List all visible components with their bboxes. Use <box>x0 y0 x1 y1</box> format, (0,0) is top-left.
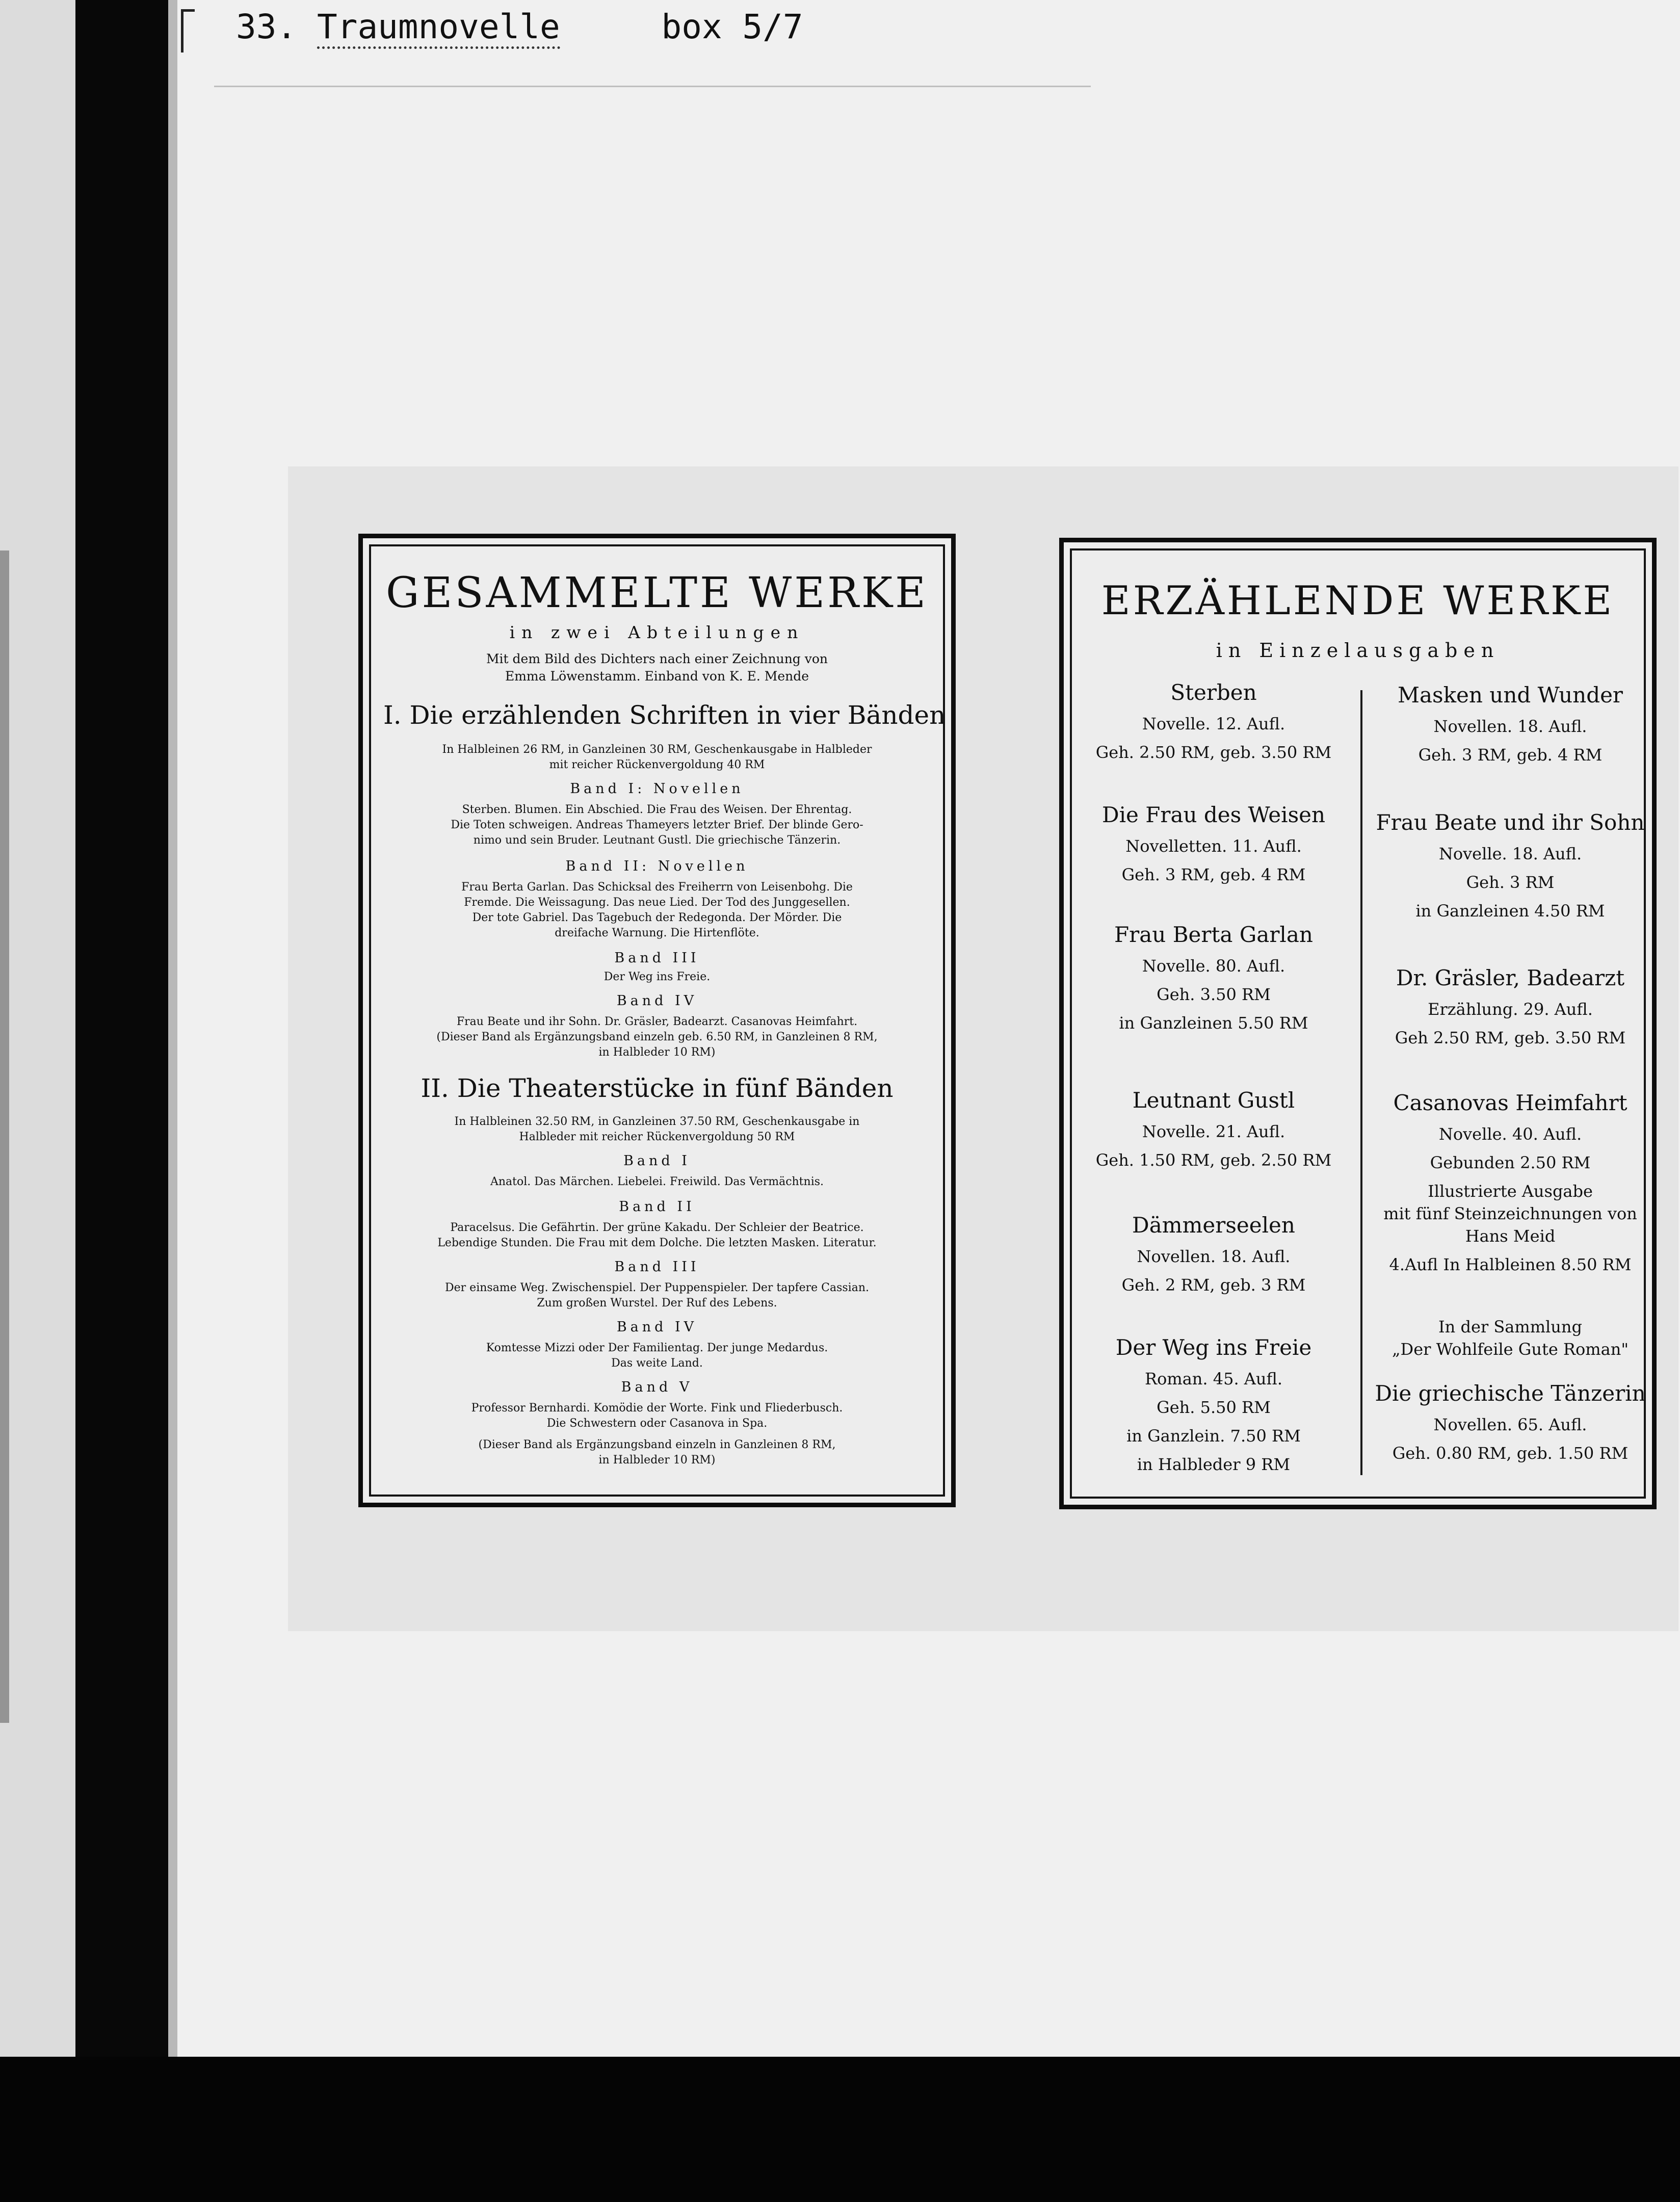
book-note: mit fünf Steinzeichnungen von <box>1383 1204 1637 1223</box>
book-entry <box>1368 683 1653 765</box>
band-line: Fremde. Die Weissagung. Das neue Lied. Der Tod des Junggesellen. <box>464 896 850 909</box>
book-price: Geh. 3 RM, geb. 4 RM <box>1418 745 1603 765</box>
band-line: Sterben. Blumen. Ein Abschied. Die Frau des Weisen. Der Ehrentag. <box>462 803 852 816</box>
book-detail: Novelle. 12. Aufl. <box>1142 714 1285 733</box>
band-line: Komtesse Mizzi oder Der Familientag. Der junge Medardus. <box>486 1342 828 1354</box>
book-price: Geh. 2 RM, geb. 3 RM <box>1121 1275 1306 1295</box>
book-detail: Novelle. 40. Aufl. <box>1438 1124 1582 1144</box>
band-line: (Dieser Band als Ergänzungsband einzeln in Ganzleinen 8 RM, <box>478 1438 836 1451</box>
collection-line: In der Sammlung <box>1438 1317 1582 1336</box>
price-line: Halbleder mit reicher Rückenvergoldung 50 RM <box>519 1131 795 1143</box>
band-label: Band II <box>619 1199 695 1215</box>
column-divider <box>1360 690 1362 1475</box>
book-title: Sterben <box>1170 680 1257 705</box>
band-line: in Halbleder 10 RM) <box>598 1454 716 1466</box>
price-line: In Halbleinen 26 RM, in Ganzleinen 30 RM, Geschenkausgabe in Halbleder <box>442 743 872 756</box>
book-entry <box>1071 680 1356 762</box>
book-price: in Ganzleinen 5.50 RM <box>1119 1013 1308 1033</box>
label-text <box>236 7 803 46</box>
book-title: Dämmerseelen <box>1132 1213 1295 1238</box>
section-heading: I. Die erzählenden Schriften in vier Bänden <box>383 700 946 730</box>
band-label: Band IV <box>616 1319 698 1335</box>
book-detail: Novellen. 65. Aufl. <box>1433 1415 1587 1434</box>
book-entry <box>1368 1090 1653 1274</box>
intro-line: Mit dem Bild des Dichters nach einer Zeichnung von <box>486 651 828 666</box>
band-label: Band I: Novellen <box>570 781 744 797</box>
band-line: in Halbleder 10 RM) <box>598 1046 716 1059</box>
band-label: Band III <box>614 1259 700 1275</box>
book-note: Illustrierte Ausgabe <box>1428 1182 1593 1201</box>
book-price: in Ganzleinen 4.50 RM <box>1415 901 1605 921</box>
book-entry <box>1071 1213 1356 1295</box>
book-entry <box>1071 1088 1356 1170</box>
book-price: Geh. 0.80 RM, geb. 1.50 RM <box>1392 1444 1629 1463</box>
collection-line: „Der Wohlfeile Gute Roman" <box>1392 1340 1629 1359</box>
band-line: nimo und sein Bruder. Leutnant Gustl. Die griechische Tänzerin. <box>473 834 841 847</box>
book-price: Geh 2.50 RM, geb. 3.50 RM <box>1395 1028 1626 1047</box>
erzaehlende-werke-panel <box>1059 538 1657 1509</box>
book-title: Dr. Gräsler, Badearzt <box>1396 965 1625 990</box>
book-price: Geh. 1.50 RM, geb. 2.50 RM <box>1095 1150 1332 1170</box>
band-label: Band V <box>621 1379 693 1395</box>
binding-shadow <box>75 0 168 2057</box>
band-line: Frau Berta Garlan. Das Schicksal des Freiherrn von Leisenbohg. Die <box>461 881 853 894</box>
band-label: Band I <box>623 1153 691 1169</box>
archive-label <box>181 0 915 87</box>
book-detail: Roman. 45. Aufl. <box>1144 1369 1283 1388</box>
label-number: 33. <box>236 7 297 46</box>
book-price: in Halbleder 9 RM <box>1137 1455 1291 1474</box>
book-title: Leutnant Gustl <box>1132 1088 1295 1113</box>
book-detail: Novelle. 80. Aufl. <box>1142 956 1285 976</box>
band-line: Paracelsus. Die Gefährtin. Der grüne Kakadu. Der Schleier der Beatrice. <box>450 1221 864 1234</box>
panel-subtitle: in Einzelausgaben <box>1216 639 1500 662</box>
panel-title: GESAMMELTE WERKE <box>386 569 928 617</box>
intro-line: Emma Löwenstamm. Einband von K. E. Mende <box>505 669 809 684</box>
book-title: Casanovas Heimfahrt <box>1393 1090 1628 1115</box>
book-entry <box>1368 810 1653 921</box>
panel-subtitle: in zwei Abteilungen <box>509 622 805 642</box>
band-line: Frau Beate und ihr Sohn. Dr. Gräsler, Badearzt. Casanovas Heimfahrt. <box>456 1015 858 1028</box>
book-price: Geh. 5.50 RM <box>1157 1398 1271 1417</box>
label-title: Traumnovelle <box>317 7 560 49</box>
band-line: Die Toten schweigen. Andreas Thameyers letzter Brief. Der blinde Gero- <box>451 819 863 831</box>
band-label: Band IV <box>616 993 698 1009</box>
book-detail: Novelle. 18. Aufl. <box>1438 844 1582 863</box>
left-column <box>1071 542 1356 1505</box>
label-box: box 5/7 <box>661 7 803 46</box>
corner-mark <box>181 9 195 53</box>
book-entry <box>1368 965 1653 1047</box>
band-line: Der einsame Weg. Zwischenspiel. Der Puppenspieler. Der tapfere Cassian. <box>445 1281 869 1294</box>
book-title: Die Frau des Weisen <box>1101 802 1326 827</box>
section-heading: II. Die Theaterstücke in fünf Bänden <box>421 1073 894 1103</box>
band-line: Lebendige Stunden. Die Frau mit dem Dolche. Die letzten Masken. Literatur. <box>437 1237 877 1249</box>
band-line: Zum großen Wurstel. Der Ruf des Lebens. <box>537 1297 777 1309</box>
adjacent-page-strip <box>0 0 75 2057</box>
book-title: Die griechische Tänzerin <box>1375 1381 1646 1406</box>
price-line: In Halbleinen 32.50 RM, in Ganzleinen 37.50 RM, Geschenkausgabe in <box>454 1115 860 1128</box>
book-title: Der Weg ins Freie <box>1115 1335 1312 1360</box>
book-detail: Novellen. 18. Aufl. <box>1137 1247 1291 1266</box>
book-title: Frau Beate und ihr Sohn <box>1376 810 1645 835</box>
book-detail: Novellen. 18. Aufl. <box>1433 717 1587 736</box>
book-entry <box>1071 802 1356 884</box>
book-price: Gebunden 2.50 RM <box>1430 1153 1591 1172</box>
header-rule <box>214 86 1091 87</box>
book-detail: Novelletten. 11. Aufl. <box>1125 836 1302 856</box>
book-price: Geh. 2.50 RM, geb. 3.50 RM <box>1095 743 1332 762</box>
collection-note <box>1368 1317 1653 1359</box>
band-line: Das weite Land. <box>611 1357 703 1370</box>
book-price: Geh. 3 RM <box>1466 873 1555 892</box>
book-price: Geh. 3.50 RM <box>1157 985 1271 1004</box>
band-line: Die Schwestern oder Casanova in Spa. <box>546 1417 768 1430</box>
band-line: Professor Bernhardi. Komödie der Worte. Fink und Fliederbusch. <box>471 1402 843 1414</box>
book-price: Geh. 3 RM, geb. 4 RM <box>1121 865 1306 884</box>
book-detail: Novelle. 21. Aufl. <box>1142 1122 1285 1141</box>
band-line: dreifache Warnung. Die Hirtenflöte. <box>555 927 759 939</box>
band-label: Band II: Novellen <box>565 858 749 874</box>
book-title: Frau Berta Garlan <box>1114 922 1313 947</box>
binding-margin <box>168 0 177 2057</box>
band-line: Anatol. Das Märchen. Liebelei. Freiwild. Das Vermächtnis. <box>490 1175 824 1188</box>
band-line: Der Weg ins Freie. <box>603 971 711 983</box>
book-entry <box>1071 922 1356 1033</box>
book-price: in Ganzlein. 7.50 RM <box>1126 1426 1301 1446</box>
adjacent-page-edge <box>0 550 9 1723</box>
gesammelte-werke-panel <box>358 534 956 1507</box>
book-price: 4.Aufl In Halbleinen 8.50 RM <box>1389 1255 1632 1274</box>
price-line: mit reicher Rückenvergoldung 40 RM <box>549 758 765 771</box>
band-line: (Dieser Band als Ergänzungsband einzeln geb. 6.50 RM, in Ganzleinen 8 RM, <box>436 1031 878 1043</box>
book-title: Masken und Wunder <box>1397 683 1623 707</box>
panel-title: ERZÄHLENDE WERKE <box>1101 578 1615 624</box>
band-line: Der tote Gabriel. Das Tagebuch der Redegonda. Der Mörder. Die <box>472 911 842 924</box>
band-label: Band III <box>614 950 700 966</box>
book-entry <box>1368 1381 1653 1463</box>
book-entry <box>1071 1335 1356 1474</box>
right-column <box>1368 542 1653 1505</box>
scan-bottom-shadow <box>0 2057 1680 2202</box>
book-note: Hans Meid <box>1465 1226 1556 1246</box>
book-detail: Erzählung. 29. Aufl. <box>1428 1000 1593 1019</box>
